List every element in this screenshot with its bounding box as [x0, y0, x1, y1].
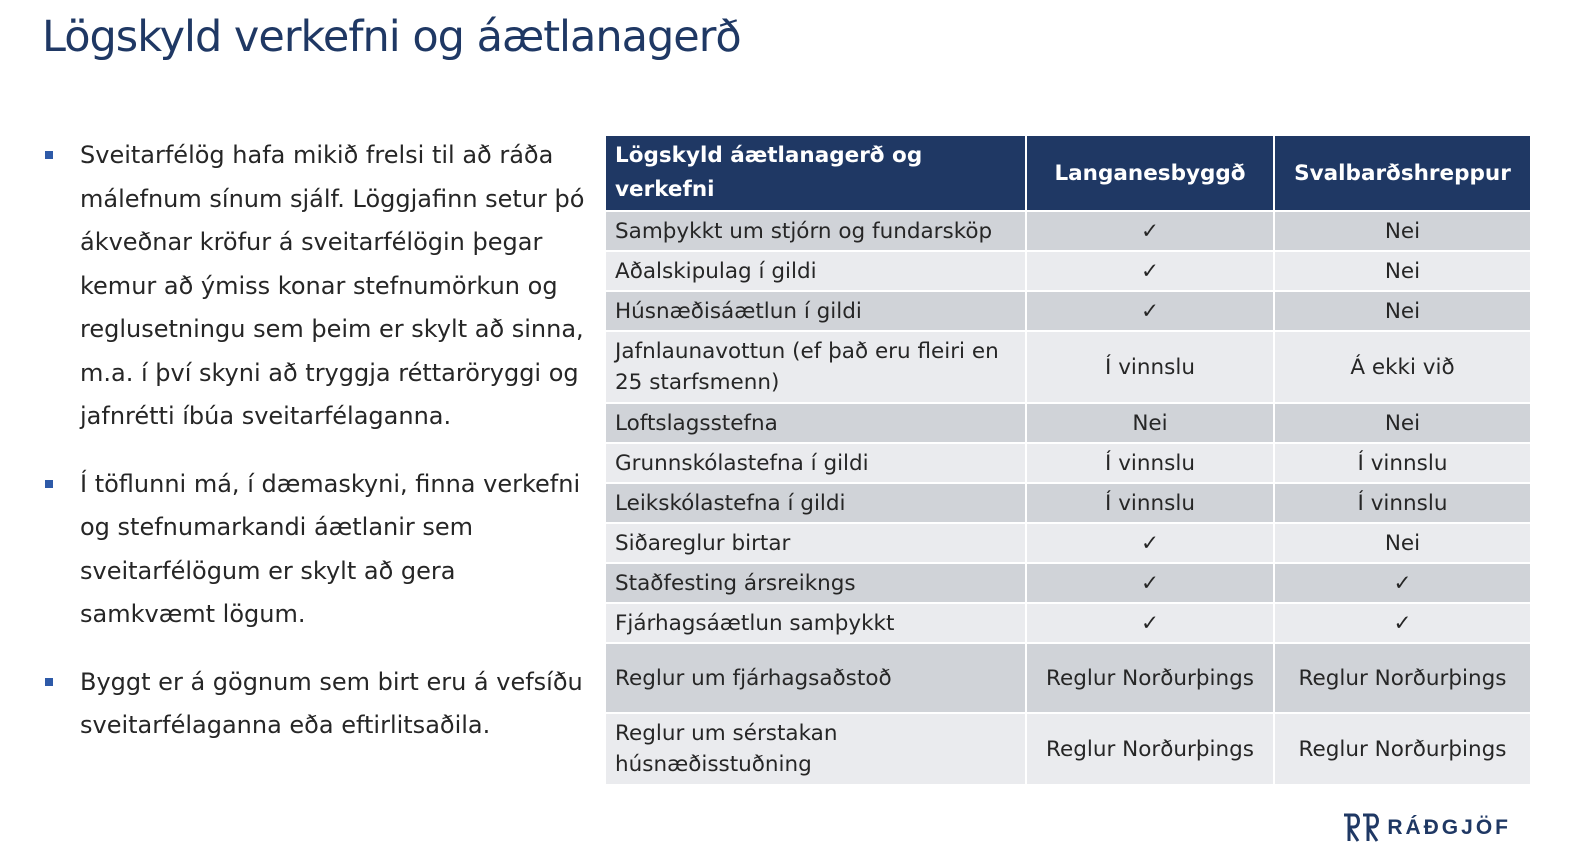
table-row [605, 523, 1531, 563]
bullet-square-icon [45, 480, 53, 488]
cell-svalbardshreppur: Á ekki við [1274, 331, 1531, 403]
cell-langanesbyggd: ✓ [1026, 211, 1274, 251]
column-header-svalbardshreppur: Svalbarðshreppur [1274, 135, 1531, 211]
table-header-row [605, 135, 1531, 211]
cell-langanesbyggd: Í vinnslu [1026, 331, 1274, 403]
bullet-text: Sveitarfélög hafa mikið frelsi til að ráða málefnum sínum sjálf. Löggjafinn setur þó ákveðnar kröfur á sveitarfélögin þegar kemur að ýmiss konar stefnumörkun og reglusetningu sem þeim er skylt að sinna, m.a. í því skyni að tryggja réttaröryggi og jafnrétti íbúa sveitarfélaganna. [80, 141, 585, 430]
table-row [605, 713, 1531, 785]
table-row [605, 443, 1531, 483]
row-label: Húsnæðisáætlun í gildi [605, 291, 1026, 331]
cell-svalbardshreppur: Nei [1274, 291, 1531, 331]
row-label: Fjárhagsáætlun samþykkt [605, 603, 1026, 643]
cell-langanesbyggd: Reglur Norðurþings [1026, 713, 1274, 785]
cell-langanesbyggd: ✓ [1026, 603, 1274, 643]
table-row [605, 483, 1531, 523]
cell-svalbardshreppur: Nei [1274, 403, 1531, 443]
cell-svalbardshreppur: Í vinnslu [1274, 443, 1531, 483]
row-label: Loftslagsstefna [605, 403, 1026, 443]
table-row [605, 331, 1531, 403]
column-header-langanesbyggd: Langanesbyggð [1026, 135, 1274, 211]
page-title: Lögskyld verkefni og áætlanagerð [42, 12, 741, 62]
row-label: Staðfesting ársreikngs [605, 563, 1026, 603]
cell-svalbardshreppur: ✓ [1274, 603, 1531, 643]
table-row [605, 211, 1531, 251]
row-label: Leikskólastefna í gildi [605, 483, 1026, 523]
rr-monogram-icon [1341, 812, 1381, 844]
cell-svalbardshreppur: ✓ [1274, 563, 1531, 603]
table-row [605, 643, 1531, 713]
cell-langanesbyggd: ✓ [1026, 251, 1274, 291]
bullet-item [42, 463, 590, 637]
cell-langanesbyggd: ✓ [1026, 523, 1274, 563]
table-row [605, 603, 1531, 643]
bullet-list [42, 134, 590, 772]
cell-langanesbyggd: Í vinnslu [1026, 483, 1274, 523]
table-row [605, 291, 1531, 331]
row-label: Reglur um fjárhagsaðstoð [605, 643, 1026, 713]
cell-svalbardshreppur: Nei [1274, 523, 1531, 563]
cell-svalbardshreppur: Nei [1274, 211, 1531, 251]
row-label: Samþykkt um stjórn og fundarsköp [605, 211, 1026, 251]
row-label: Grunnskólastefna í gildi [605, 443, 1026, 483]
bullet-item [42, 661, 590, 748]
row-label: Jafnlaunavottun (ef það eru fleiri en 25 starfsmenn) [605, 331, 1026, 403]
cell-svalbardshreppur: Nei [1274, 251, 1531, 291]
bullet-text: Byggt er á gögnum sem birt eru á vefsíðu sveitarfélaganna eða eftirlitsaðila. [80, 667, 583, 739]
bullet-item [42, 134, 590, 439]
cell-langanesbyggd: Í vinnslu [1026, 443, 1274, 483]
row-label: Aðalskipulag í gildi [605, 251, 1026, 291]
column-header-task: Lögskyld áætlanagerð og verkefni [605, 135, 1026, 211]
table-row [605, 563, 1531, 603]
logo-text: RÁÐGJÖF [1387, 816, 1511, 839]
cell-langanesbyggd: Nei [1026, 403, 1274, 443]
bullet-text: Í töflunni má, í dæmaskyni, finna verkefni og stefnumarkandi áætlanir sem sveitarfélögum er skylt að gera samkvæmt lögum. [80, 469, 581, 628]
cell-langanesbyggd: ✓ [1026, 291, 1274, 331]
cell-svalbardshreppur: Reglur Norðurþings [1274, 643, 1531, 713]
cell-langanesbyggd: ✓ [1026, 563, 1274, 603]
cell-svalbardshreppur: Í vinnslu [1274, 483, 1531, 523]
row-label: Reglur um sérstakan húsnæðisstuðning [605, 713, 1026, 785]
cell-langanesbyggd: Reglur Norðurþings [1026, 643, 1274, 713]
obligations-table [604, 134, 1532, 786]
bullet-square-icon [45, 678, 53, 686]
cell-svalbardshreppur: Reglur Norðurþings [1274, 713, 1531, 785]
radgjof-logo [1341, 808, 1511, 848]
table-row [605, 403, 1531, 443]
bullet-square-icon [45, 151, 53, 159]
table-row [605, 251, 1531, 291]
row-label: Siðareglur birtar [605, 523, 1026, 563]
